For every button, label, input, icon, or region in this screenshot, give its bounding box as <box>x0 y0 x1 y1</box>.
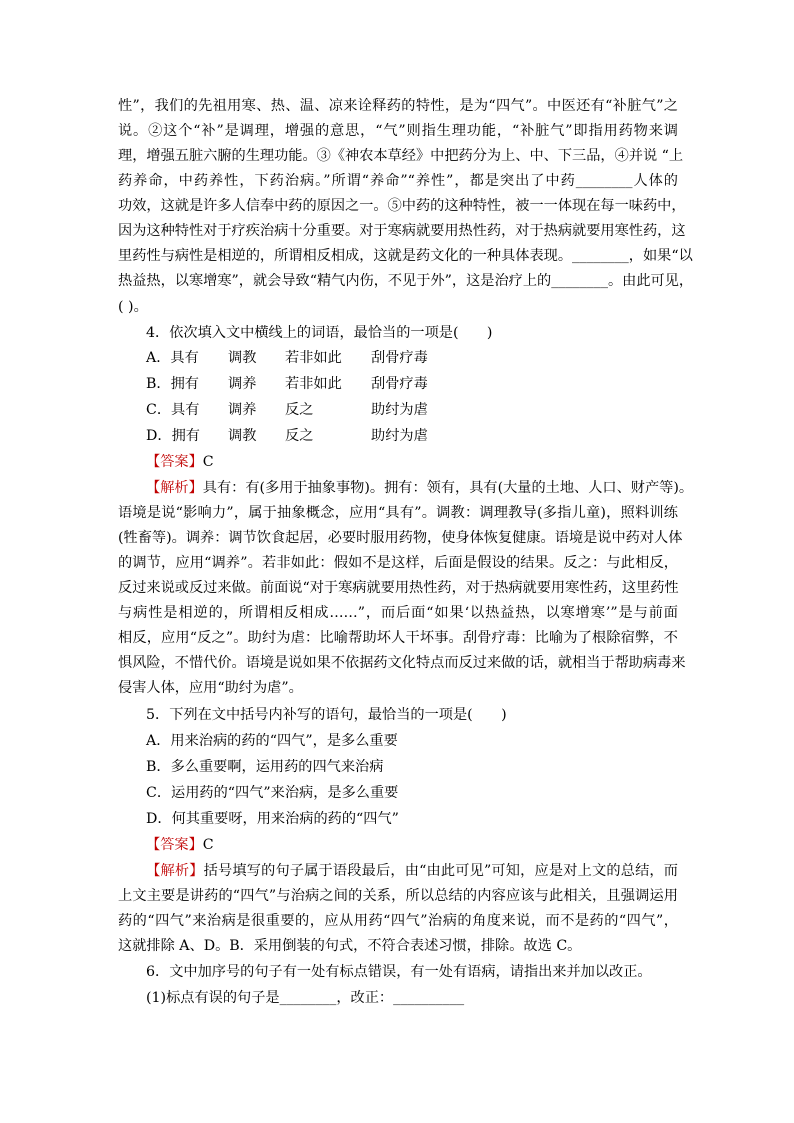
answer-value: C <box>202 837 214 853</box>
q4-option-c <box>146 400 428 420</box>
q5-option-a: A．用来治病的药的“四气”，是多么重要 <box>146 733 398 749</box>
q4-analysis-line: 语境是说“影响力”，属于抽象概念，应用“具有”。调教：调理教导(多指儿童)，照料训练 <box>118 505 678 521</box>
option-term: 调养 <box>228 376 257 392</box>
option-term: 助纣为虐 <box>371 428 428 444</box>
answer-value: C <box>202 454 214 470</box>
q4-analysis-line: 侵害人体，应用“助纣为虐”。 <box>118 680 303 696</box>
option-term: B．拥有 <box>146 376 199 392</box>
q4-analysis-line: 反过来说或反过来做。前面说“对于寒病就要用热性药，对于热病就要用寒性药，这里药性 <box>118 580 679 596</box>
option-term: 若非如此 <box>285 350 342 366</box>
q5-option-c: C．运用药的“四气”来治病，是多么重要 <box>146 785 399 801</box>
q5-analysis-line: 药的“四气”来治病是很重要的，应从用药“四气”治病的角度来说，而不是药的“四气”， <box>118 913 678 929</box>
option-term: A．具有 <box>146 350 199 366</box>
passage-line: 说。②这个“补”是调理，增强的意思，“气”则指生理功能，“补脏气”即指用药物来调 <box>118 123 678 139</box>
passage-line: 热益热，以寒增寒”，就会导致“精气内伤，不见于外”，这是治疗上的________。由此可见， <box>118 273 694 289</box>
q4-analysis-line: 惧风险，不惜代价。语境是说如果不依据药文化特点而反过来做的话，就相当于帮助病毒来 <box>118 655 686 671</box>
question-4-stem: 4．依次填入文中横线上的词语，最恰当的一项是( ) <box>146 325 493 341</box>
q4-option-b <box>146 374 428 394</box>
q6-sub-1: (1)标点有误的句子是________，改正：__________ <box>146 990 465 1006</box>
passage-line: 功效，这就是许多人信奉中药的原因之一。⑤中药的这种特性，被一一体现在每一味药中， <box>118 198 686 214</box>
option-term: 反之 <box>285 428 314 444</box>
q4-analysis-line: 与病性是相逆的，所谓相反相成……”，而后面“如果‘以热益热，以寒增寒’”是与前面 <box>118 605 678 621</box>
q5-analysis-line: 这就排除 A、D。B．采用倒装的句式，不符合表述习惯，排除。故选 C。 <box>118 938 582 954</box>
passage-line: 性”，我们的先祖用寒、热、温、凉来诠释药的特性，是为“四气”。中医还有“补脏气”之 <box>118 98 678 114</box>
option-term: 调教 <box>228 428 257 444</box>
answer-label: 【答案】 <box>146 837 203 853</box>
analysis-label: 【解析】 <box>146 863 204 879</box>
q4-analysis-line: 的调节，应用“调养”。若非如此：假如不是这样，后面是假设的结果。反之：与此相反， <box>118 555 678 571</box>
passage-line: 药养命，中药养性，下药治病。”所谓“养命”“养性”，都是突出了中药________人体的 <box>118 173 678 189</box>
option-term: 刮骨疗毒 <box>371 350 428 366</box>
option-term: 助纣为虐 <box>371 402 428 418</box>
option-term: 反之 <box>285 402 314 418</box>
question-6-stem: 6．文中加序号的句子有一处有标点错误，有一处有语病，请指出来并加以改正。 <box>146 964 652 980</box>
q5-answer <box>146 835 214 855</box>
q4-analysis-line: 相反，应用“反之”。助纣为虐：比喻帮助坏人干坏事。刮骨疗毒：比喻为了根除宿弊，不 <box>118 630 678 646</box>
option-term: 调教 <box>228 350 257 366</box>
passage-line: 因为这种特性对于疗疾治病十分重要。对于寒病就要用热性药，对于热病就要用寒性药，这 <box>118 223 686 239</box>
passage-line: 理，增强五脏六腑的生理功能。③《神农本草经》中把药分为上、中、下三品，④并说 “上 <box>118 148 684 164</box>
analysis-label: 【解析】 <box>146 480 203 496</box>
option-term: 刮骨疗毒 <box>371 376 428 392</box>
q5-option-b: B．多么重要啊，运用药的四气来治病 <box>146 759 384 775</box>
passage-line: ( )。 <box>118 299 148 315</box>
q4-option-d <box>146 426 428 446</box>
option-term: D．拥有 <box>146 428 200 444</box>
option-term: 若非如此 <box>285 376 342 392</box>
q4-option-a <box>146 348 428 368</box>
option-term: C．具有 <box>146 402 200 418</box>
question-5-stem: 5．下列在文中括号内补写的语句，最恰当的一项是( ) <box>146 707 507 723</box>
q5-option-d: D．何其重要呀，用来治病的药的“四气” <box>146 811 399 827</box>
q5-analysis-line: 【解析】括号填写的句子属于语段最后，由“由此可见”可知，应是对上文的总结，而 <box>146 863 678 879</box>
q5-analysis-line: 上文主要是讲药的“四气”与治病之间的关系，所以总结的内容应该与此相关，且强调运用 <box>118 888 678 904</box>
q4-analysis-line: 【解析】具有：有(多用于抽象事物)。拥有：领有，具有(大量的土地、人口、财产等)。 <box>146 480 694 496</box>
option-term: 调养 <box>228 402 257 418</box>
q4-analysis-line: (牲畜等)。调养：调节饮食起居，必要时服用药物，使身体恢复健康。语境是说中药对人体 <box>118 530 683 546</box>
passage-line: 里药性与病性是相逆的，所谓相反相成，这就是药文化的一种具体表现。________，如果“以 <box>118 248 693 264</box>
q4-answer <box>146 452 214 472</box>
answer-label: 【答案】 <box>146 454 203 470</box>
